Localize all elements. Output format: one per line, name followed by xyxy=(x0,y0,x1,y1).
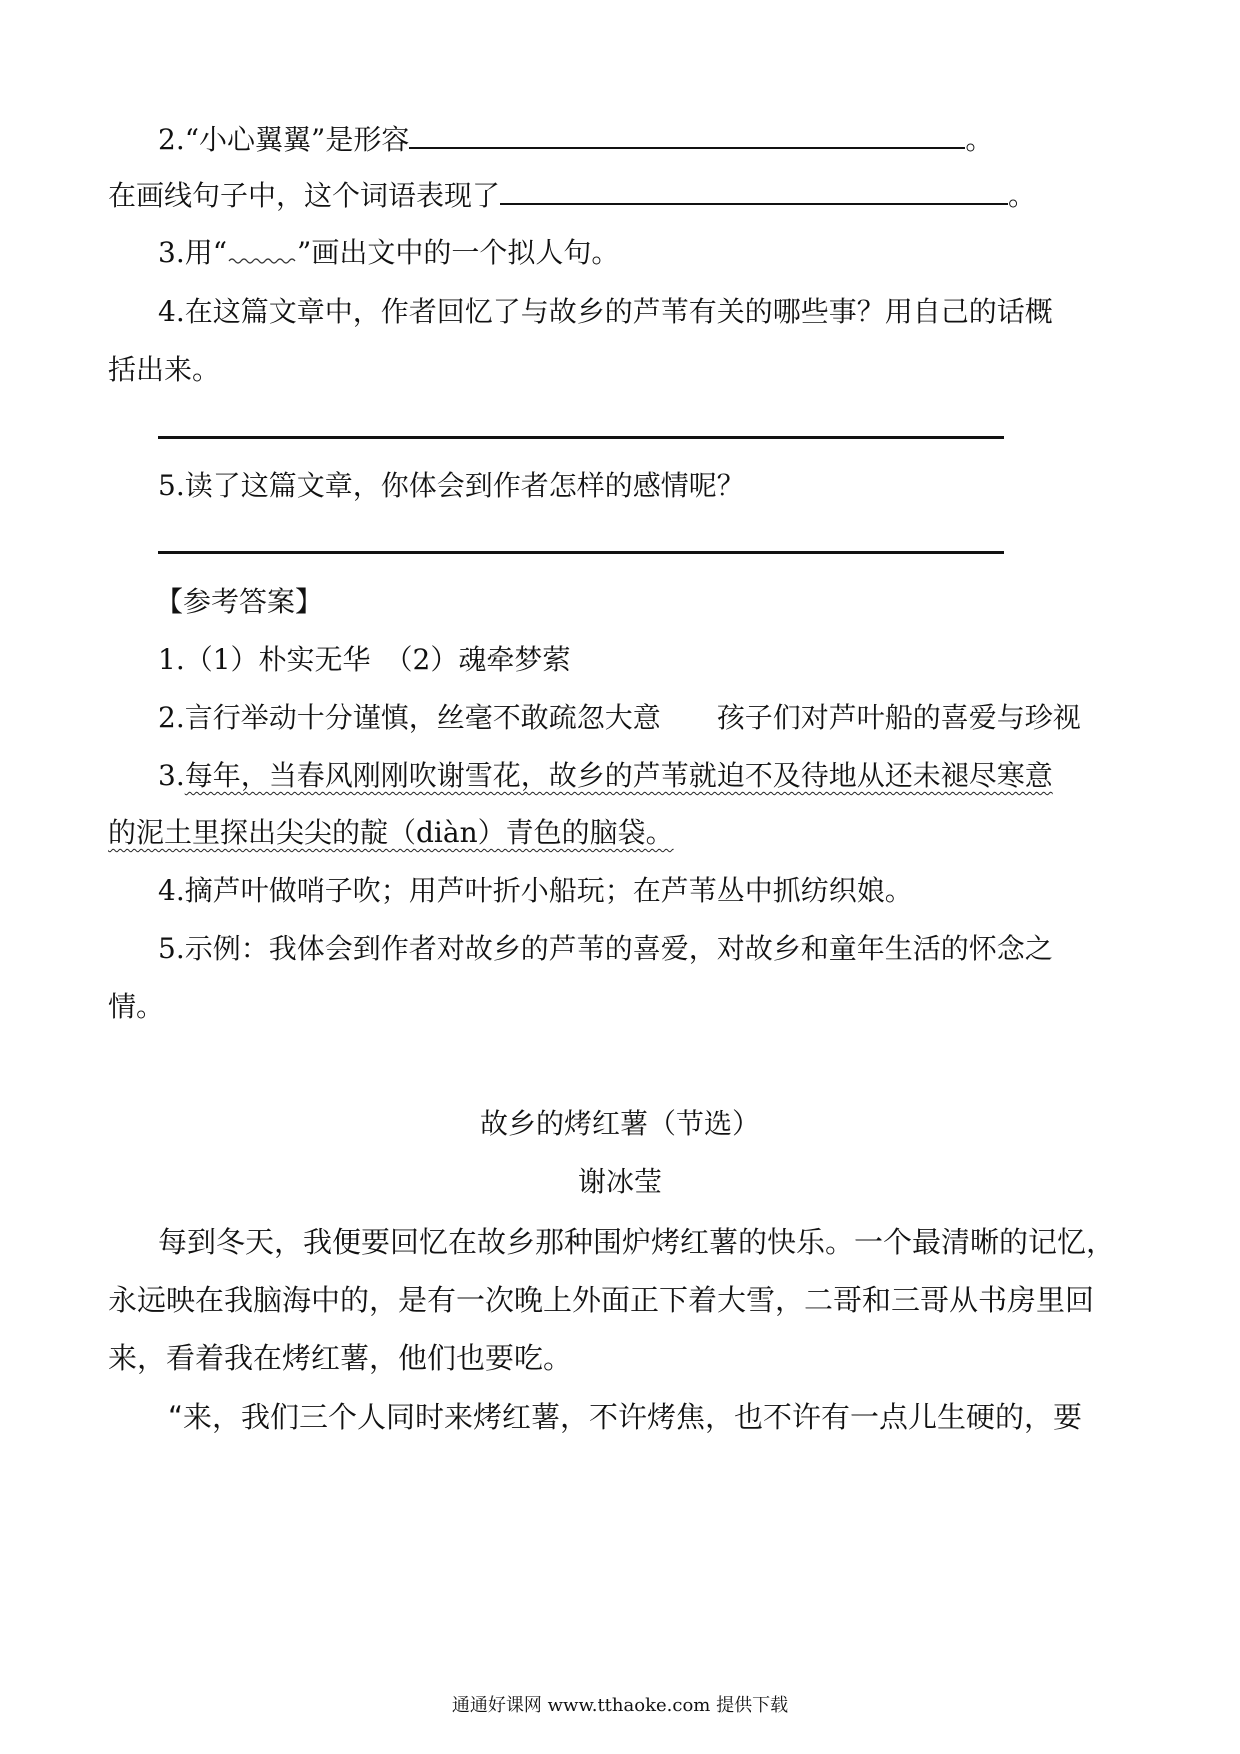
answers-heading: 【参考答案】 xyxy=(155,585,324,618)
answer-line xyxy=(158,436,1004,439)
period: 。 xyxy=(965,123,994,156)
question-5: 5.读了这篇文章，你体会到作者怎样的感情呢？ xyxy=(158,469,745,502)
question-3 xyxy=(158,233,619,273)
question-2-text: 2.“小心翼翼”是形容 xyxy=(158,123,410,156)
question-3-text-a: 3.用“ xyxy=(158,236,228,269)
footer-text: 通通好课网 www.tthaoke.com 提供下载 xyxy=(451,1695,789,1716)
article-paragraph-1-line-3: 来，看着我在烤红薯，他们也要吃。 xyxy=(108,1341,573,1375)
article-author: 谢冰莹 xyxy=(577,1165,662,1198)
wavy-line-symbol xyxy=(227,248,297,262)
article-paragraph-2-line-1: “来，我们三个人同时来烤红薯，不许烤焦，也不许有一点儿生硬的，要 xyxy=(168,1400,1083,1434)
article-paragraph-1-line-2: 永远映在我脑海中的，是有一次晚上外面正下着大雪，二哥和三哥从书房里回 xyxy=(108,1283,1095,1317)
answer-3-line-2 xyxy=(108,813,674,853)
period: 。 xyxy=(1008,179,1037,212)
answer-5-line-1: 5.示例：我体会到作者对故乡的芦苇的喜爱，对故乡和童年生活的怀念之 xyxy=(158,932,1053,965)
answer-line xyxy=(158,551,1004,554)
answer-blank xyxy=(500,179,1008,205)
question-3-text-b: ”画出文中的一个拟人句。 xyxy=(297,236,620,269)
question-4-line-2: 括出来。 xyxy=(108,353,221,386)
question-2-line-1 xyxy=(158,120,993,160)
answer-blank xyxy=(409,123,965,149)
answer-3-sentence-part-2: 的泥土里探出尖尖的靛（diàn）青色的脑袋。 xyxy=(108,816,674,849)
question-2-line-2 xyxy=(108,176,1036,216)
answer-5-line-2: 情。 xyxy=(108,990,165,1023)
answer-1: 1.（1）朴实无华 （2）魂牵梦萦 xyxy=(158,643,571,676)
question-4-line-1: 4.在这篇文章中，作者回忆了与故乡的芦苇有关的哪些事？用自己的话概 xyxy=(158,295,1053,328)
answer-3-line-1 xyxy=(158,756,1053,796)
answer-4: 4.摘芦叶做哨子吹；用芦叶折小船玩；在芦苇丛中抓纺织娘。 xyxy=(158,874,913,907)
answer-2: 2.言行举动十分谨慎，丝毫不敢疏忽大意 孩子们对芦叶船的喜爱与珍视 xyxy=(158,701,1081,734)
article-title: 故乡的烤红薯（节选） xyxy=(479,1107,760,1140)
question-2-text-2: 在画线句子中，这个词语表现了 xyxy=(108,179,501,212)
article-paragraph-1-line-1: 每到冬天，我便要回忆在故乡那种围炉烤红薯的快乐。一个最清晰的记忆， xyxy=(158,1225,1116,1259)
answer-3-number: 3. xyxy=(158,759,185,792)
answer-3-sentence-part-1: 每年，当春风刚刚吹谢雪花，故乡的芦苇就迫不及待地从还未褪尽寒意 xyxy=(184,759,1053,792)
